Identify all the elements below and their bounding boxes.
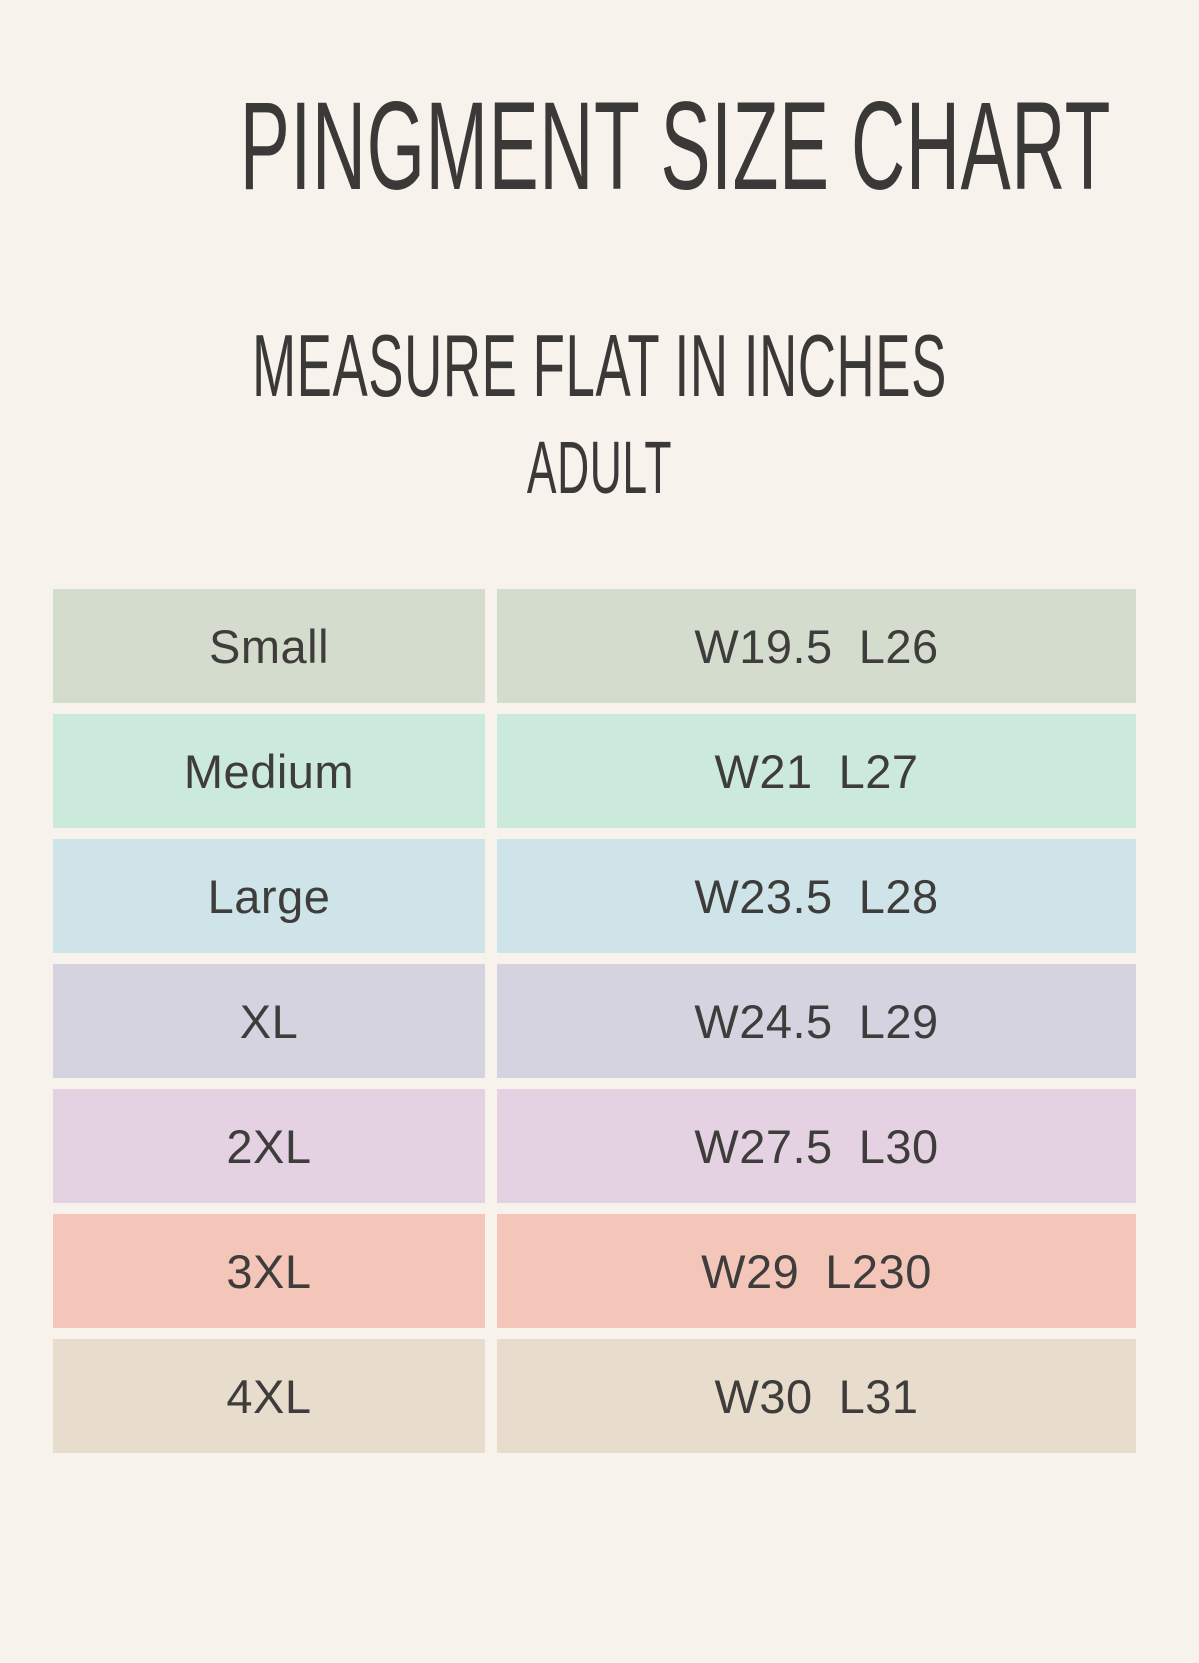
- size-label: XL: [239, 994, 299, 1048]
- width-value: W29: [701, 1244, 800, 1298]
- size-label: 3XL: [226, 1244, 312, 1298]
- length-value: L26: [858, 619, 939, 673]
- size-cell: [53, 1089, 485, 1203]
- audience-label: ADULT: [526, 426, 673, 509]
- width-value: W30: [714, 1369, 813, 1423]
- size-cell: [53, 1339, 485, 1453]
- width-value: W27.5: [694, 1119, 833, 1173]
- length-value: L30: [858, 1119, 939, 1173]
- measurement-cell: [497, 1339, 1136, 1453]
- size-chart-page: [0, 77, 1199, 1663]
- size-label: Medium: [183, 744, 355, 798]
- size-table: [53, 589, 1136, 1453]
- length-value: L27: [838, 744, 919, 798]
- measurement-cell: [497, 839, 1136, 953]
- length-value: L29: [858, 994, 939, 1048]
- measurement-cell: [497, 714, 1136, 828]
- length-value: L230: [825, 1244, 932, 1298]
- width-value: W19.5: [694, 619, 833, 673]
- length-value: L28: [858, 869, 939, 923]
- width-value: W23.5: [694, 869, 833, 923]
- width-value: W21: [714, 744, 813, 798]
- size-label: 2XL: [226, 1119, 312, 1173]
- size-cell: [53, 589, 485, 703]
- measure-instruction: MEASURE FLAT IN INCHES: [252, 316, 947, 415]
- measurement-cell: [497, 589, 1136, 703]
- size-cell: [53, 714, 485, 828]
- size-cell: [53, 1214, 485, 1328]
- size-cell: [53, 964, 485, 1078]
- measurement-cell: [497, 1214, 1136, 1328]
- measurement-cell: [497, 964, 1136, 1078]
- width-value: W24.5: [694, 994, 833, 1048]
- measurement-cell: [497, 1089, 1136, 1203]
- page-background: [0, 77, 1199, 1663]
- size-cell: [53, 839, 485, 953]
- size-label: 4XL: [226, 1369, 312, 1423]
- size-label: Large: [207, 869, 331, 923]
- size-label: Small: [208, 619, 330, 673]
- length-value: L31: [838, 1369, 919, 1423]
- page-title: PINGMENT SIZE CHART: [239, 77, 1112, 216]
